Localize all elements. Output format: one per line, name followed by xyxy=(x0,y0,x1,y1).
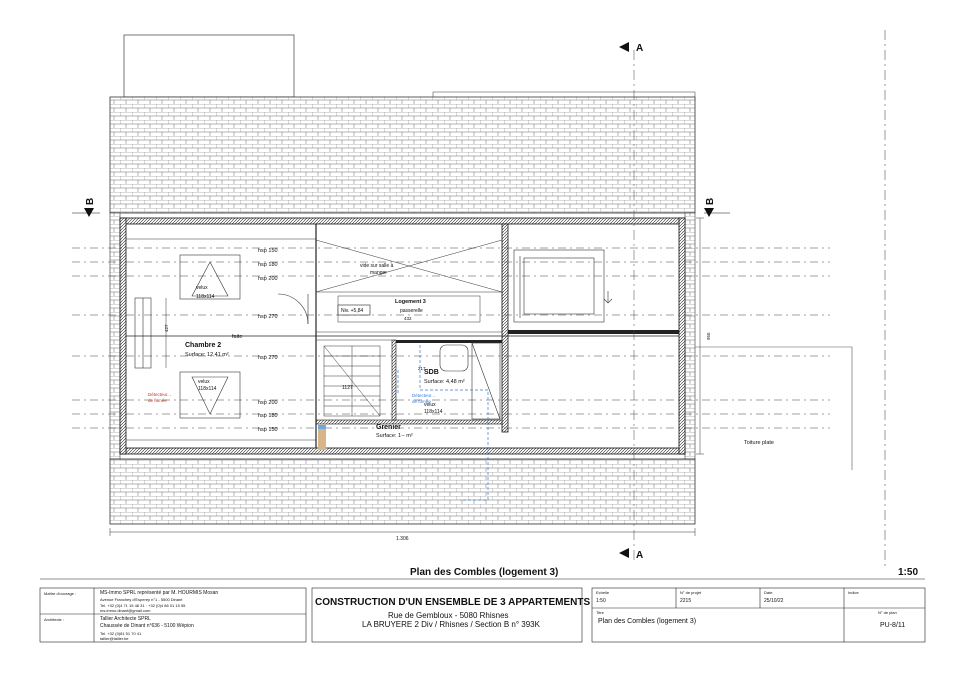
section-a-top-arrow xyxy=(619,42,629,52)
door-swing xyxy=(278,294,308,324)
logement3-label: Logement 3 xyxy=(395,299,426,305)
date-value: 25/10/22 xyxy=(764,598,784,604)
velux-top xyxy=(180,255,240,299)
hsp-150-label: hsp 150 xyxy=(258,248,278,254)
velux-top-size: 118x114 xyxy=(196,294,215,300)
room-grenier-name: Grenier xyxy=(376,424,401,431)
hsp-270-label: hsp 270 xyxy=(258,314,278,320)
indice-label: Indice xyxy=(848,590,859,595)
cote-427: 427 xyxy=(164,324,169,332)
hsp-270-label-2: hsp 270 xyxy=(258,355,278,361)
velux-sdb-label: velux xyxy=(424,402,436,408)
vide-label-line2: manger xyxy=(370,270,387,276)
hsp-200-label-2: hsp 200 xyxy=(258,400,278,406)
detector-sdb-line2: de fumée xyxy=(412,399,431,404)
right-room-fixtures xyxy=(514,250,612,322)
detector-sdb-line1: Détecteur... xyxy=(412,393,436,398)
flat-roof-label: Toiture plate xyxy=(744,440,774,446)
staircase xyxy=(324,346,380,416)
hsp-150-label-2: hsp 150 xyxy=(258,427,278,433)
cote-217: 217 xyxy=(418,366,426,371)
room-chambre2-name: Chambre 2 xyxy=(185,342,222,349)
detector-left-line1: Détecteur... xyxy=(148,392,172,397)
section-b-left-label: B xyxy=(85,197,96,205)
titre-value: Plan des Combles (logement 3) xyxy=(598,618,697,625)
projet-label: N° de projet xyxy=(680,590,702,595)
velux-bottom-label: velux xyxy=(198,379,210,385)
plan-value: PU-8/11 xyxy=(880,622,906,629)
echelle-label: Echelle xyxy=(596,590,610,595)
project-street: Rue de Gembloux - 5080 Rhisnes xyxy=(388,611,509,620)
hsp-180-label: hsp 180 xyxy=(258,262,278,268)
architecte-label: Architecte : xyxy=(44,617,65,622)
stair-marker-blue xyxy=(318,425,326,429)
velux-sdb-size: 118x114 xyxy=(424,409,443,415)
detector-left-line2: de fumée xyxy=(148,398,167,403)
maitre-label: Maître d'ouvrage : xyxy=(44,591,77,596)
maitre-name: MS-Immo SPRL représenté par M. HOURMIS Mosan xyxy=(100,590,219,596)
void-area xyxy=(316,240,502,340)
faite-label: faite xyxy=(232,334,243,340)
niveau-label: Niv. +5,84 xyxy=(341,308,364,314)
echelle-value: 1:50 xyxy=(596,598,606,604)
section-b-right-arrow xyxy=(704,208,714,217)
section-a-top-label: A xyxy=(636,43,644,54)
projet-value: 2215 xyxy=(680,598,692,604)
plan-label: N° de plan xyxy=(878,610,897,615)
section-a-bottom-arrow xyxy=(619,548,629,558)
project-title: CONSTRUCTION D'UN ENSEMBLE DE 3 APPARTEMENTS xyxy=(315,597,591,608)
velux-bottom xyxy=(180,372,240,418)
date-label: Date xyxy=(764,590,773,595)
sheet-title: Plan des Combles (logement 3) xyxy=(410,567,559,578)
room-grenier-surface: Surface: 1-- m² xyxy=(376,433,413,439)
maitre-tel: Tel. +32 (0)4 71 15 48 31 · +32 (0)4 86 01 15 55 xyxy=(100,603,186,608)
room-sdb-surface: Surface: 4,48 m² xyxy=(424,379,465,385)
section-a-bottom-label: A xyxy=(636,550,644,561)
stair-marker xyxy=(318,428,326,450)
maitre-mail: ms.immo.dinant@gmail.com xyxy=(100,608,151,613)
room-chambre2-surface: Surface: 12,41 m² xyxy=(185,352,229,358)
cote-1306: 1.306 xyxy=(396,536,409,542)
cote-432: 432 xyxy=(404,316,412,321)
maitre-addr: Avenue Franchey d'Esperey n°1 - 5500 Dinant xyxy=(100,597,183,602)
architecte-mail: tallier@tallier.be xyxy=(100,636,129,641)
sheet-scale: 1:50 xyxy=(898,567,919,578)
room-sdb-name: SDB xyxy=(424,369,439,376)
section-b-right-label: B xyxy=(705,197,716,205)
architecte-addr: Chaussée de Dinant n°636 - 5100 Wépion xyxy=(100,623,194,629)
architecte-name: Tallier Architecte SPRL xyxy=(100,616,151,622)
hsp-200-label: hsp 200 xyxy=(258,276,278,282)
vide-label-line1: vide sur salle à xyxy=(360,263,394,269)
velux-top-label: velux xyxy=(196,285,208,291)
cote-1127: 1127 xyxy=(342,385,353,391)
titre-label: Titre xyxy=(596,610,604,615)
velux-bottom-size: 118x114 xyxy=(198,386,217,392)
architecte-tel: Tel. +32 (0)81 51 70 41 xyxy=(100,631,142,636)
section-b-left-arrow xyxy=(84,208,94,217)
flat-roof xyxy=(695,30,885,567)
passerelle-label: passerelle xyxy=(400,308,423,314)
project-cadastre: LA BRUYERE 2 Div / Rhisnes / Section B n° 393K xyxy=(362,620,540,629)
chambre-wardrobe xyxy=(126,239,316,440)
hsp-180-label-2: hsp 180 xyxy=(258,413,278,419)
height-lines xyxy=(72,248,830,428)
cote-955: 955 xyxy=(706,332,711,340)
